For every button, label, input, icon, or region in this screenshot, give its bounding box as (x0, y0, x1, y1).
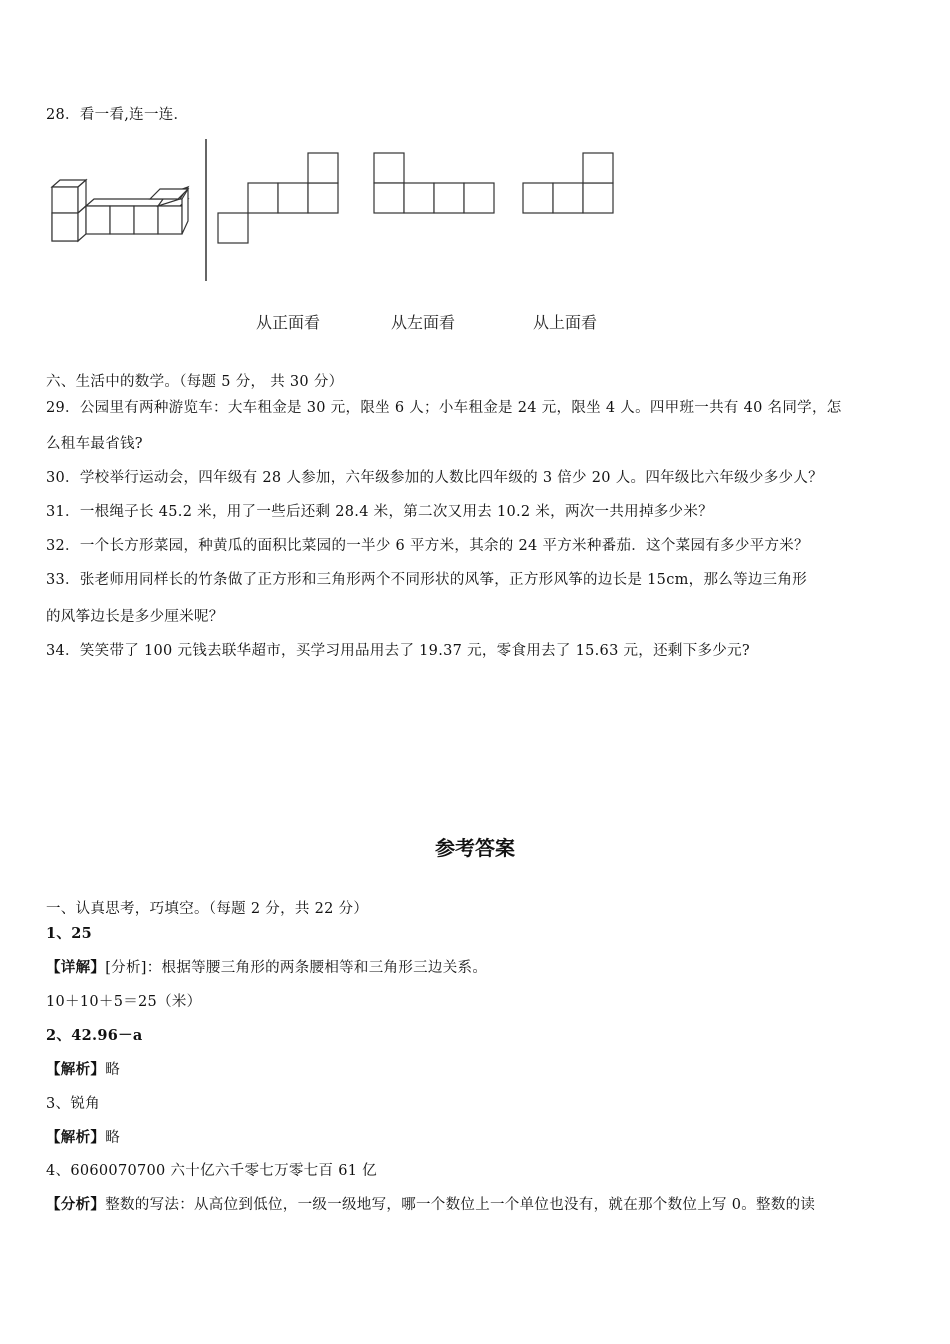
question-28: 28．看一看,连一连． (46, 107, 189, 123)
top-view-label: 从上面看 (533, 313, 598, 332)
answer-title: 参考答案 (435, 836, 515, 860)
section-6-heading: 六、生活中的数学。（每题 5 分， 共 30 分） (46, 374, 344, 390)
top-view-grid (523, 153, 613, 213)
front-view-label: 从正面看 (256, 313, 321, 332)
answer-1: 1、25 (46, 925, 92, 942)
analysis-text: 略 (105, 1130, 121, 1146)
question-33-line-1: 33．张老师用同样长的竹条做了正方形和三角形两个不同形状的风筝，正方形风筝的边长是 15cm，那么等边三角形 (46, 572, 808, 588)
answer-3-analysis (46, 1126, 120, 1147)
answer-4-analysis (46, 1193, 815, 1214)
answer-1-calculation: 10＋10＋5＝25（米） (46, 994, 202, 1010)
answer-2-analysis (46, 1058, 120, 1079)
question-30: 30．学校举行运动会，四年级有 28 人参加，六年级参加的人数比四年级的 3 倍少 20 人。四年级比六年级少多少人？ (46, 470, 823, 486)
answer-1-detail (46, 956, 487, 977)
detail-text: [分析]：根据等腰三角形的两条腰相等和三角形三边关系。 (105, 960, 488, 976)
question-31: 31．一根绳子长 45.2 米，用了一些后还剩 28.4 米，第二次又用去 10.2 米，两次一共用掉多少米？ (46, 504, 713, 520)
analysis-tag: 【分析】 (46, 1196, 106, 1213)
analysis-tag: 【解析】 (46, 1129, 106, 1146)
cube-views-figure (40, 135, 630, 285)
answer-section-1-heading: 一、认真思考，巧填空。（每题 2 分，共 22 分） (46, 901, 369, 917)
answer-4: 4、6060070700 六十亿六千零七万零七百 61 亿 (46, 1163, 377, 1179)
analysis-text: 整数的写法：从高位到低位，一级一级地写，哪一个数位上一个单位也没有，就在那个数位上写 0。整数的读 (105, 1197, 816, 1213)
analysis-text: 略 (105, 1062, 121, 1078)
question-34: 34．笑笑带了 100 元钱去联华超市，买学习用品用去了 19.37 元，零食用去了 15.63 元，还剩下多少元? (46, 643, 750, 659)
question-33-line-2: 的风筝边长是多少厘米呢？ (46, 609, 224, 625)
front-view-grid (218, 153, 338, 243)
answer-2: 2、42.96－a (46, 1027, 143, 1044)
left-view-label: 从左面看 (391, 313, 456, 332)
detail-tag: 【详解】 (46, 959, 106, 976)
question-32: 32．一个长方形菜园，种黄瓜的面积比菜园的一半少 6 平方米，其余的 24 平方米种番茄．这个菜园有多少平方米？ (46, 538, 809, 554)
left-view-grid (374, 153, 494, 213)
cube-solid-drawing (52, 180, 188, 241)
analysis-tag: 【解析】 (46, 1061, 106, 1078)
question-29-line-2: 么租车最省钱? (46, 436, 143, 452)
answer-3: 3、锐角 (46, 1096, 100, 1112)
question-29-line-1: 29．公园里有两种游览车：大车租金是 30 元，限坐 6 人；小车租金是 24 元，限坐 4 人。四甲班一共有 40 名同学，怎 (46, 400, 842, 416)
